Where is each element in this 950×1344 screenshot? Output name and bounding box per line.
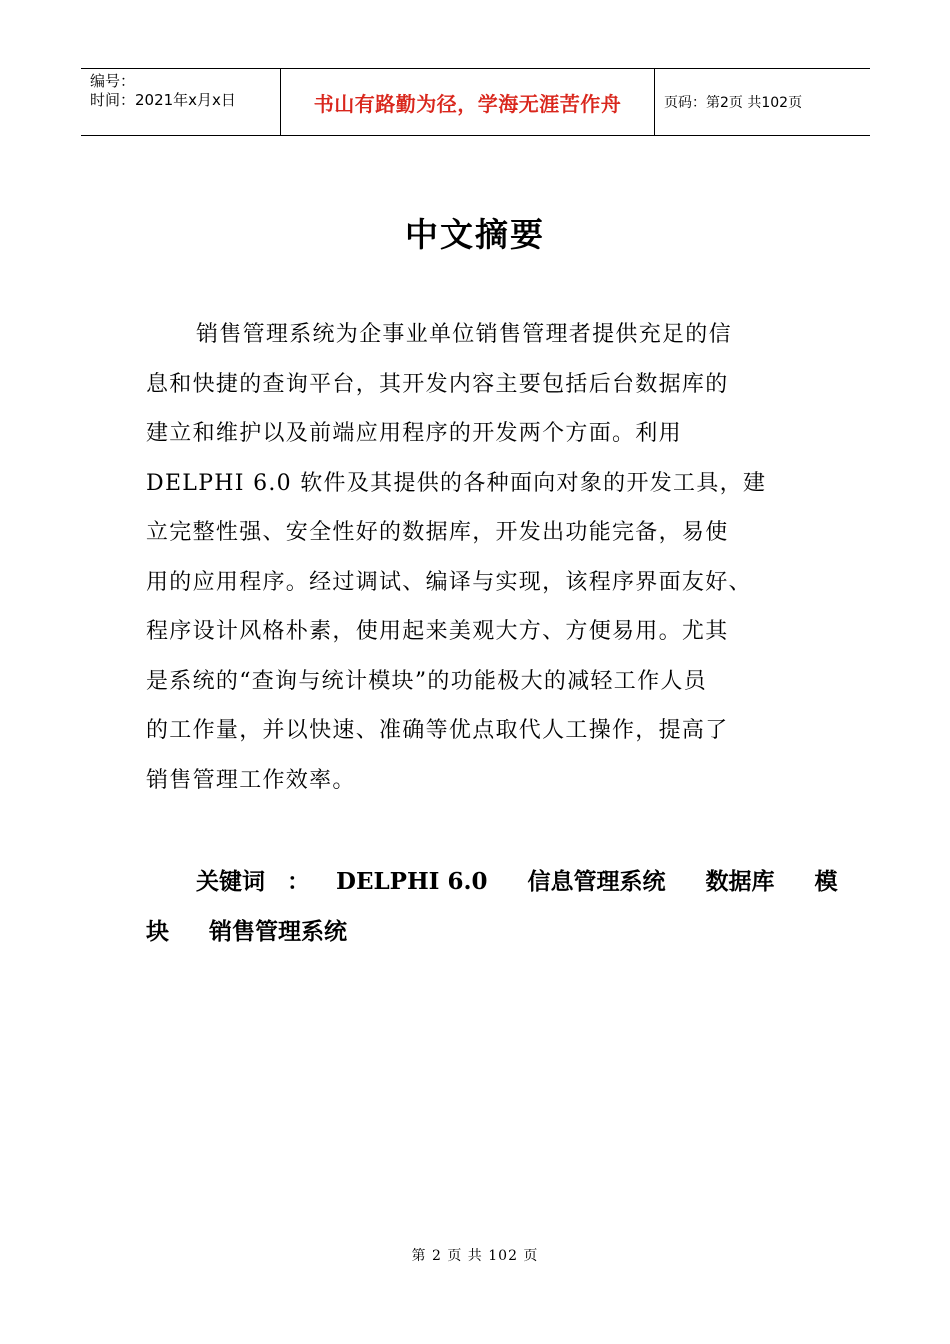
- abstract-line: 销售管理系统为企事业单位销售管理者提供充足的信: [196, 322, 732, 347]
- keyword-item: 数据库: [705, 868, 775, 895]
- keywords-separator: ：: [287, 868, 310, 895]
- keyword-item: 信息管理系统: [527, 868, 666, 895]
- header-page-info: 页码：第2页 共102页: [664, 95, 803, 111]
- abstract-line: DELPHI 6.0 软件及其提供的各种面向对象的开发工具，建: [146, 470, 767, 496]
- abstract-line: 的工作量，并以快速、准确等优点取代人工操作，提高了: [146, 718, 729, 743]
- abstract-line: 立完整性强、安全性好的数据库，开发出功能完备，易使: [146, 520, 729, 545]
- abstract-line: 是系统的“查询与统计模块”的功能极大的减轻工作人员: [146, 668, 707, 694]
- keywords-line: [146, 907, 808, 957]
- page-header: [81, 68, 870, 136]
- keyword-item: 销售管理系统: [209, 918, 347, 945]
- keyword-item: DELPHI 6.0: [336, 868, 488, 895]
- abstract-line: 销售管理工作效率。: [146, 767, 356, 793]
- keywords-line: [146, 857, 838, 907]
- keyword-item: 块: [146, 918, 169, 945]
- abstract-line: 息和快捷的查询平台，其开发内容主要包括后台数据库的: [146, 371, 729, 397]
- document-date: 时间：2021年x月x日: [90, 91, 236, 109]
- keyword-item: 模: [814, 868, 838, 895]
- keywords-section: [146, 857, 838, 957]
- abstract-line: 用的应用程序。经过调试、编译与实现，该程序界面友好、: [146, 569, 752, 595]
- page-title: 中文摘要: [405, 215, 545, 254]
- header-motto: 书山有路勤为径，学海无涯苦作舟: [281, 69, 655, 135]
- document-number-label: 编号：: [90, 72, 136, 90]
- page-footer: 第 2 页 共 102 页: [411, 1248, 539, 1264]
- abstract-line: 程序设计风格朴素，使用起来美观大方、方便易用。尤其: [146, 619, 729, 644]
- abstract-body: [146, 310, 808, 805]
- abstract-paragraph: [146, 310, 808, 805]
- header-meta: [81, 69, 281, 135]
- abstract-line: 建立和维护以及前端应用程序的开发两个方面。利用: [146, 421, 682, 446]
- keywords-label: 关键词: [196, 868, 265, 895]
